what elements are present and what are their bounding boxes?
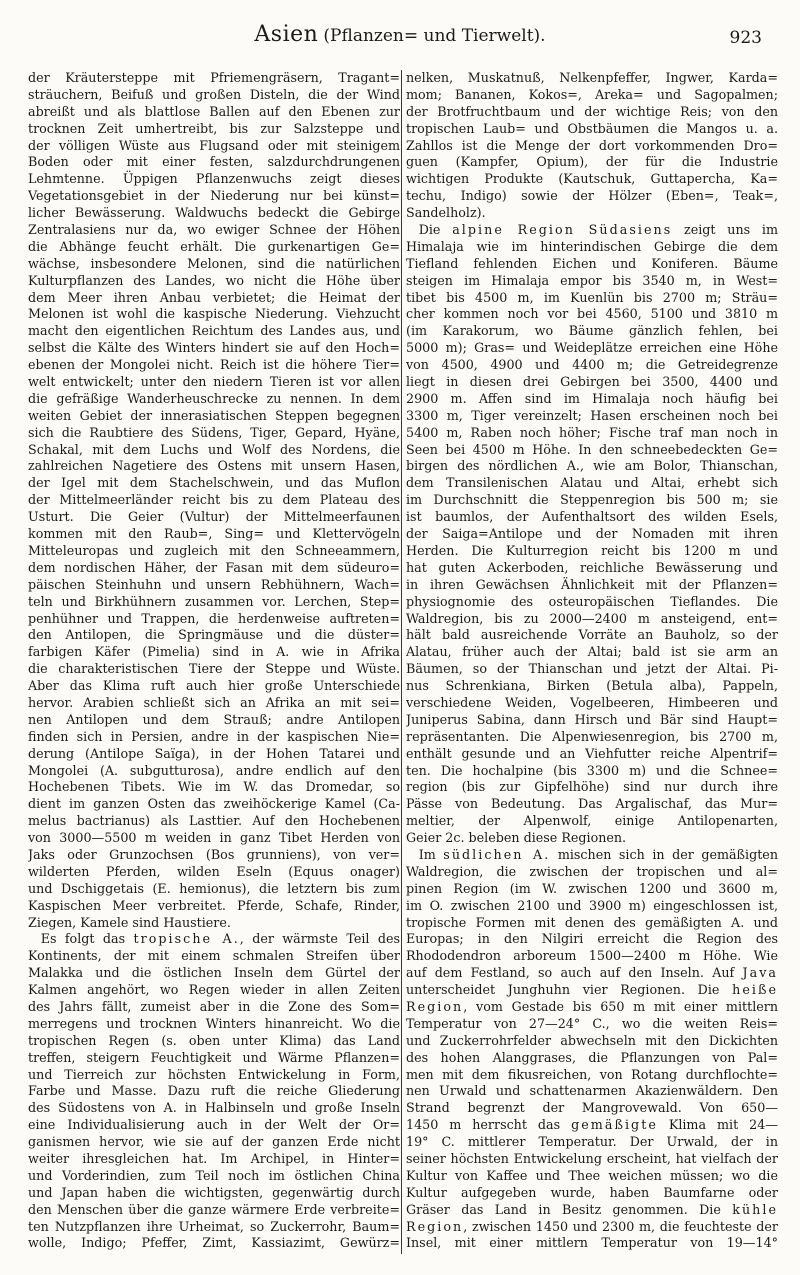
text-line: Strand begrenzt der Mangrovewald. Von 650— [406,1100,778,1116]
text-line: sträuchern, Beifuß und großen Disteln, die der Wind [28,86,400,102]
text-line: dient im ganzen Osten das zweihöckerige Kamel (Ca- [28,796,400,812]
text-line: meltier, der Alpenwolf, einige Antilopenarten, [406,813,778,829]
text-line: liegt in diesen drei Gebirgen bei 3500, 4400 und [406,374,778,390]
text-line: treffen, steigern Feuchtigkeit und Wärme Pflanzen= [28,1049,400,1065]
text-line: trocknen Zeit umhertreibt, bis zur Salzsteppe und [28,120,400,136]
text-line: selbst die Kälte des Winters hindert sie auf den Hoch= [28,340,400,356]
text-line: Hochebenen Tibets. Wie im W. das Dromedar, so [28,779,400,795]
text-line: eine Individualisierung auch in der Welt der Or= [28,1117,400,1133]
text-line: Waldregion, die zwischen der tropischen und al= [406,863,778,879]
text-line: der Kräutersteppe mit Pfriemengräsern, Tragant= [28,70,400,85]
text-line: Kultur von Kaffee und Thee weichen müssen; wo die [406,1167,778,1183]
text-line: Jaks oder Grunzochsen (Bos grunniens), von ver= [28,846,400,862]
text-line: welt entwickelt; unter den niedern Tieren ist vor allen [28,374,400,390]
text-line: weiten Gebiet der innerasiatischen Steppen begegnen [28,407,400,423]
text-line: Temperatur von 27—24° C., wo die weiten Reis= [406,1015,778,1031]
text-line: Aber das Klima ruft auch hier große Unterschiede [28,678,400,694]
text-line: tropische Formen mit denen des gemäßigten A. und [406,914,778,930]
text-line: Kalmen angehört, wo Regen wieder in allen Zeiten [28,982,400,998]
text-line: physiognomie des osteuropäischen Tieflandes. Die [406,593,778,609]
text-line: zahlreichen Nagetiere des Ostens mit unsern Hasen, [28,458,400,474]
text-line: mom; Bananen, Kokos=, Areka= und Sagopalmen; [406,86,778,102]
text-line: kommen mit den Raub=, Sing= und Klettervögeln [28,526,400,542]
text-line: techu, Indigo) sowie der Hölzer (Eben=, Teak=, [406,188,778,204]
text-line: hervor. Arabien schließt sich an Afrika an mit sei= [28,694,400,710]
text-line: verschiedene Weiden, Vogelbeeren, Himbeeren und [406,694,778,710]
emphasized-text: heiße [732,982,778,998]
text-line: den Antilopen, die Springmäuse und die düster= [28,627,400,643]
text-line: sich die Raubtiere des Südens, Tiger, Gepard, Hyäne, [28,424,400,440]
text-line: 5400 m, Raben noch höher; Fische traf man noch in [406,424,778,440]
text-line: region (bis zur Gipfelhöhe) sind nur durch ihre [406,779,778,795]
text-line: dem nordischen Häher, der Fasan mit dem südeuro= [28,559,400,575]
text-line: Waldregion, bis zu 2000—2400 m ansteigend, ent= [406,610,778,626]
text-line: ganismen hervor, wie sie auf der ganzen Erde nicht [28,1134,400,1150]
text-line: Vegetationsgebiet in der Niederung nur bei künst= [28,188,400,204]
text-line: Gräser das Land in Besitz genommen. Die kühle [406,1201,778,1217]
text-line: guen (Kampfer, Opium), der für die Industrie [406,154,778,170]
text-line: Seen bei 4500 m Höhe. In den schneebedeckten Ge= [406,441,778,457]
text-line: ist baumlos, der Aufenthaltsort des wilden Esels, [406,509,778,525]
text-line: 5000 m); Gras= und Weideplätze erreichen eine Höhe [406,340,778,356]
text-line: Es folgt das tropische A., der wärmste Teil des [28,931,400,947]
text-line: Kulturpflanzen des Landes, wo nicht die Höhe über [28,272,400,288]
text-line: der völligen Wüste aus Flugsand oder mit steinigem [28,137,400,153]
emphasized-text: alpine Region Südasiens [452,222,673,238]
text-line: Tiefland fehlenden Eichen und Koniferen. Bäume [406,255,778,271]
text-column-left [28,70,400,1258]
text-line: Mitteleuropas und zugleich mit den Schneeammern, [28,542,400,558]
text-line: Region, vom Gestade bis 650 m mit einer mittlern [406,998,778,1014]
text-line: seiner höchsten Entwickelung erscheint, hat vielfach der [406,1151,778,1166]
text-line: pinen Region (im W. zwischen 1200 und 3600 m, [406,880,778,896]
text-line: Europas; in den Nilgiri erreicht die Region des [406,931,778,947]
text-line: Usturt. Die Geier (Vultur) der Mittelmeerfaunen [28,509,400,525]
text-line: hat guten Ackerboden, reichliche Bewässerung und [406,559,778,575]
text-line: Region, zwischen 1450 und 2300 m, die feuchteste der [406,1218,778,1234]
emphasized-text: tropische A. [133,931,240,947]
text-line: nelken, Muskatnuß, Nelkenpfeffer, Ingwer, Karda= [406,70,778,85]
text-line: unterscheidet Junghuhn vier Regionen. Die heiße [406,982,778,998]
text-line: Farbe und Masse. Dazu ruft die reiche Gliederung [28,1083,400,1099]
text-line: macht den eigentlichen Reichtum des Landes aus, und [28,323,400,339]
text-line: Geier 2c. beleben diese Regionen. [406,830,627,846]
text-line: Boden oder mit einer festen, salzdurchdrungenen [28,154,400,170]
text-line: den Menschen über die ganze wärmere Erde verbreite= [28,1201,400,1217]
text-line: enthält gesunde und an Viehfutter reiche Alpentrif= [406,745,778,761]
emphasized-text: kühle [732,1201,778,1217]
emphasized-text: gemäßigte [571,1117,658,1133]
text-line: auf dem Festland, so auch auf den Inseln. Auf Java [406,965,778,981]
text-line: im O. zwischen 2100 und 3900 m) eingeschlossen ist, [406,897,778,913]
text-line: die Abhänge feucht erhält. Die gurkenartigen Ge= [28,238,400,254]
page-title-main: Asien [254,22,319,47]
text-line: Mongolei (A. subgutturosa), andre endlich auf den [28,762,400,778]
text-line: Ziegen, Kamele sind Haustiere. [28,914,231,930]
text-line: von 4500, 4900 und 4400 m; die Getreidegrenze [406,357,778,373]
text-line: nen Urwald und schattenarmen Akazienwäldern. Den [406,1083,778,1099]
text-line: wichtigen Produkte (Kautschuk, Guttapercha, Ka= [406,171,778,187]
text-line: Alatau, früher auch der Altai; bald ist sie arm an [406,644,778,660]
text-line: cher kommen noch vor bei 4560, 5100 und 3810 m [406,306,778,322]
text-line: men mit dem fikusreichen, von Rotang durchflochte= [406,1066,778,1082]
text-line: Kultur aufgegeben wurde, haben Baumfarne oder [406,1184,778,1200]
text-column-right [406,70,778,1258]
text-line: tropischen Regen (s. oben unter Klima) das Land [28,1032,400,1048]
text-line: tibet bis 4500 m, im Kuenlün bis 2700 m; Sträu= [406,289,778,305]
text-line: Die alpine Region Südasiens zeigt uns im [406,222,778,238]
text-line: dem Transilenischen Alatau und Altai, erhebt sich [406,475,778,491]
text-line: licher Bewässerung. Waldwuchs bedeckt die Gebirge [28,205,400,221]
text-line: Im südlichen A. mischen sich in der gemäßigten [406,846,778,862]
text-line: des hohen Alanggrases, die Pflanzungen von Pal= [406,1049,778,1065]
text-line: merregens und trocknen Winters hinanreicht. Wo die [28,1015,400,1031]
emphasized-text: Region [406,1218,464,1234]
text-line: der Brotfruchtbaum und der wichtige Reis; von den [406,103,778,119]
text-line: der Igel mit dem Stachelschwein, und das Muflon [28,475,400,491]
text-line: abreißt und als blattlose Ballen auf den Ebenen zur [28,103,400,119]
emphasized-text: Region [406,998,464,1014]
emphasized-text: südlichen A. [443,846,551,862]
text-line: (im Karakorum, wo Bäume gänzlich fehlen, bei [406,323,778,339]
page-header [0,22,800,56]
text-line: 2900 m. Affen sind im Himalaja noch häufig bei [406,390,778,406]
text-line: der Saiga=Antilope und der Nomaden mit ihren [406,526,778,542]
text-line: Pässe von Bedeutung. Das Argalischaf, das Mur= [406,796,778,812]
text-line: Zentralasiens nur da, wo ewiger Schnee der Höhen [28,222,400,238]
text-line: die gefräßige Wanderheuschrecke zu nennen. In dem [28,390,400,406]
text-line: melus bactrianus) als Lasttier. Auf den Hochebenen [28,813,400,829]
text-line: teln und Birkhühnern zusammen vor. Lerchen, Step= [28,593,400,609]
text-line: ebenen der Mongolei nicht. Reich ist die höhere Tier= [28,357,400,373]
page-title-sub: (Pflanzen= und Tierwelt). [323,26,546,46]
text-line: Juniperus Sabina, dann Hirsch und Bär sind Haupt= [406,711,778,727]
text-line: des Jahrs fällt, zumeist aber in die Zone des Som= [28,998,400,1014]
text-line: tropischen Laub= und Obstbäumen die Mangos u. a. [406,120,778,136]
page-number: 923 [729,28,762,48]
text-line: die charakteristischen Tiere der Steppe und Wüste. [28,661,400,677]
text-line: Kontinents, der mit einem schmalen Streifen über [28,948,400,964]
text-line: und Dschiggetais (E. hemionus), die letztern bis zum [28,880,400,896]
text-line: Malakka und die östlichen Inseln dem Gürtel der [28,965,400,981]
text-line: penhühner und Trappen, die herdenweise auftreten= [28,610,400,626]
text-line: 19° C. mittlerer Temperatur. Der Urwald, der in [406,1134,778,1150]
text-line: Kaspischen Meer verbreitet. Pferde, Schafe, Rinder, [28,897,400,913]
text-line: Insel, mit einer mittlern Temperatur von 19—14° [406,1235,778,1251]
page-title [0,22,800,47]
text-line: in ihren Gewächsen Ähnlichkeit mit der Pflanzen= [406,576,778,592]
text-line: von 3000—5500 m weiden in ganz Tibet Herden von [28,830,400,846]
text-line: wilderten Pferden, wilden Eseln (Equus onager) [28,863,400,879]
text-line: birgen des nördlichen A., wie am Bolor, Thianschan, [406,458,778,474]
text-line: wächse, insbesondere Melonen, sind die natürlichen [28,255,400,271]
text-line: Zahllos ist die Menge der dort vorkommenden Dro= [406,137,778,153]
text-line: Himalaja wie im hinterindischen Gebirge die dem [406,238,778,254]
text-line: Schakal, mit dem Luchs und Wolf des Nordens, die [28,441,400,457]
text-line: nus Schrenkiana, Birken (Betula alba), Pappeln, [406,678,778,694]
text-line: und Tierreich zur höchsten Entwickelung in Form, [28,1066,400,1082]
text-line: Herden. Die Kulturregion reicht bis 1200 m und [406,542,778,558]
text-line: der Mittelmeerländer reicht bis zu dem Plateau des [28,492,400,508]
text-line: ten Nutzpflanzen ihre Urheimat, so Zuckerrohr, Baum= [28,1218,400,1234]
text-line: Lehmtenne. Üppigen Pflanzenwuchs zeigt dieses [28,171,400,187]
text-line: ten. Die hochalpine (bis 3300 m) und die Schnee= [406,762,778,778]
text-line: und Japan haben die wichtigsten, gegenwärtig durch [28,1184,400,1200]
text-line: Melonen ist wohl die kaspische Niederung. Viehzucht [28,306,400,322]
text-line: hält bald ausreichende Vorräte an Bauholz, so der [406,627,778,643]
text-line: dem Meer ihren Anbau verbietet; die Heimat der [28,289,400,305]
text-line: finden sich in Persien, andre in der kaspischen Nie= [28,728,400,744]
text-line: steigen im Himalaja empor bis 3540 m, in West= [406,272,778,288]
text-line: derung (Antilope Saïga), in der Hohen Tatarei und [28,745,400,761]
text-line: Sandelholz). [406,205,486,221]
emphasized-text: Java [742,965,778,981]
text-line: des Südostens von A. in Halbinseln und große Inseln [28,1100,400,1116]
text-line: 3300 m, Tiger vereinzelt; Hasen erscheinen noch bei [406,407,778,423]
text-line: im Durchschnitt die Steppenregion bis 500 m; sie [406,492,778,508]
text-line: und Vorderindien, zum Teil noch im östlichen China [28,1167,400,1183]
text-line: wolle, Indigo; Pfeffer, Zimt, Kassiazimt, Gewürz= [28,1235,400,1251]
text-line: 1450 m herrscht das gemäßigte Klima mit 24— [406,1117,778,1133]
text-line: nen Antilopen und dem Strauß; andre Antilopen [28,711,400,727]
text-line: farbigen Käfer (Pimelia) sind in A. wie in Afrika [28,644,400,660]
text-line: Rhododendron arboreum 1500—2400 m Höhe. Wie [406,948,778,964]
text-line: und Zuckerrohrfelder abwechseln mit den Dickichten [406,1032,778,1048]
text-line: päischen Steinhuhn und unsern Rebhühnern, Wach= [28,576,400,592]
text-line: weiter ihresgleichen hat. Im Archipel, in Hinter= [28,1151,400,1166]
column-divider-rule [401,70,402,1254]
text-line: Bäumen, so der Thianschan und jetzt der Altai. Pi- [406,661,778,677]
text-line: repräsentanten. Die Alpenwiesenregion, bis 2700 m, [406,728,778,744]
